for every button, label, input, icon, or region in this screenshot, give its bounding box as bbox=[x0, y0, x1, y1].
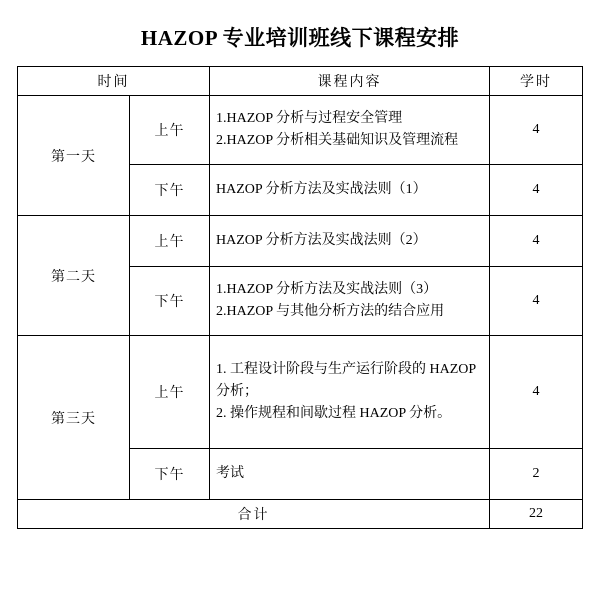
header-content: 课程内容 bbox=[210, 67, 490, 96]
table-row bbox=[18, 336, 583, 449]
header-time: 时间 bbox=[18, 67, 210, 96]
session-half-label: 上午 bbox=[130, 336, 210, 449]
table-row bbox=[18, 216, 583, 267]
table-header-row bbox=[18, 67, 583, 96]
session-hours: 2 bbox=[490, 449, 583, 500]
table-total-row bbox=[18, 500, 583, 529]
content-line: HAZOP 分析方法及实战法则（1） bbox=[216, 182, 427, 198]
content-line: 1.HAZOP 分析与过程安全管理 bbox=[216, 111, 403, 127]
content-line: 1. 工程设计阶段与生产运行阶段的 HAZOP 分析； bbox=[216, 362, 476, 400]
session-content bbox=[210, 449, 490, 500]
content-line: 1.HAZOP 分析方法及实战法则（3） bbox=[216, 282, 438, 298]
session-hours: 4 bbox=[490, 96, 583, 165]
content-line: HAZOP 分析方法及实战法则（2） bbox=[216, 233, 427, 249]
header-hours: 学时 bbox=[490, 67, 583, 96]
session-content bbox=[210, 165, 490, 216]
total-label: 合计 bbox=[18, 500, 490, 529]
document-page bbox=[0, 22, 600, 602]
day-label: 第三天 bbox=[18, 336, 130, 500]
day-label: 第二天 bbox=[18, 216, 130, 336]
course-schedule-table bbox=[17, 66, 583, 529]
day-label: 第一天 bbox=[18, 96, 130, 216]
page-title: HAZOP 专业培训班线下课程安排 bbox=[140, 26, 460, 50]
table-row bbox=[18, 96, 583, 165]
session-hours: 4 bbox=[490, 165, 583, 216]
session-content bbox=[210, 96, 490, 165]
content-line: 2. 操作规程和间歇过程 HAZOP 分析。 bbox=[216, 405, 452, 421]
content-line: 2.HAZOP 分析相关基础知识及管理流程 bbox=[216, 133, 459, 148]
session-content bbox=[210, 216, 490, 267]
session-hours: 4 bbox=[490, 267, 583, 336]
content-line: 2.HAZOP 与其他分析方法的结合应用 bbox=[216, 304, 445, 319]
session-half-label: 下午 bbox=[130, 267, 210, 336]
session-content bbox=[210, 267, 490, 336]
session-half-label: 下午 bbox=[130, 165, 210, 216]
session-hours: 4 bbox=[490, 216, 583, 267]
session-half-label: 上午 bbox=[130, 96, 210, 165]
total-hours: 22 bbox=[490, 500, 583, 529]
content-line: 考试 bbox=[216, 466, 244, 482]
session-half-label: 上午 bbox=[130, 216, 210, 267]
session-half-label: 下午 bbox=[130, 449, 210, 500]
session-hours: 4 bbox=[490, 336, 583, 449]
session-content bbox=[210, 336, 490, 449]
